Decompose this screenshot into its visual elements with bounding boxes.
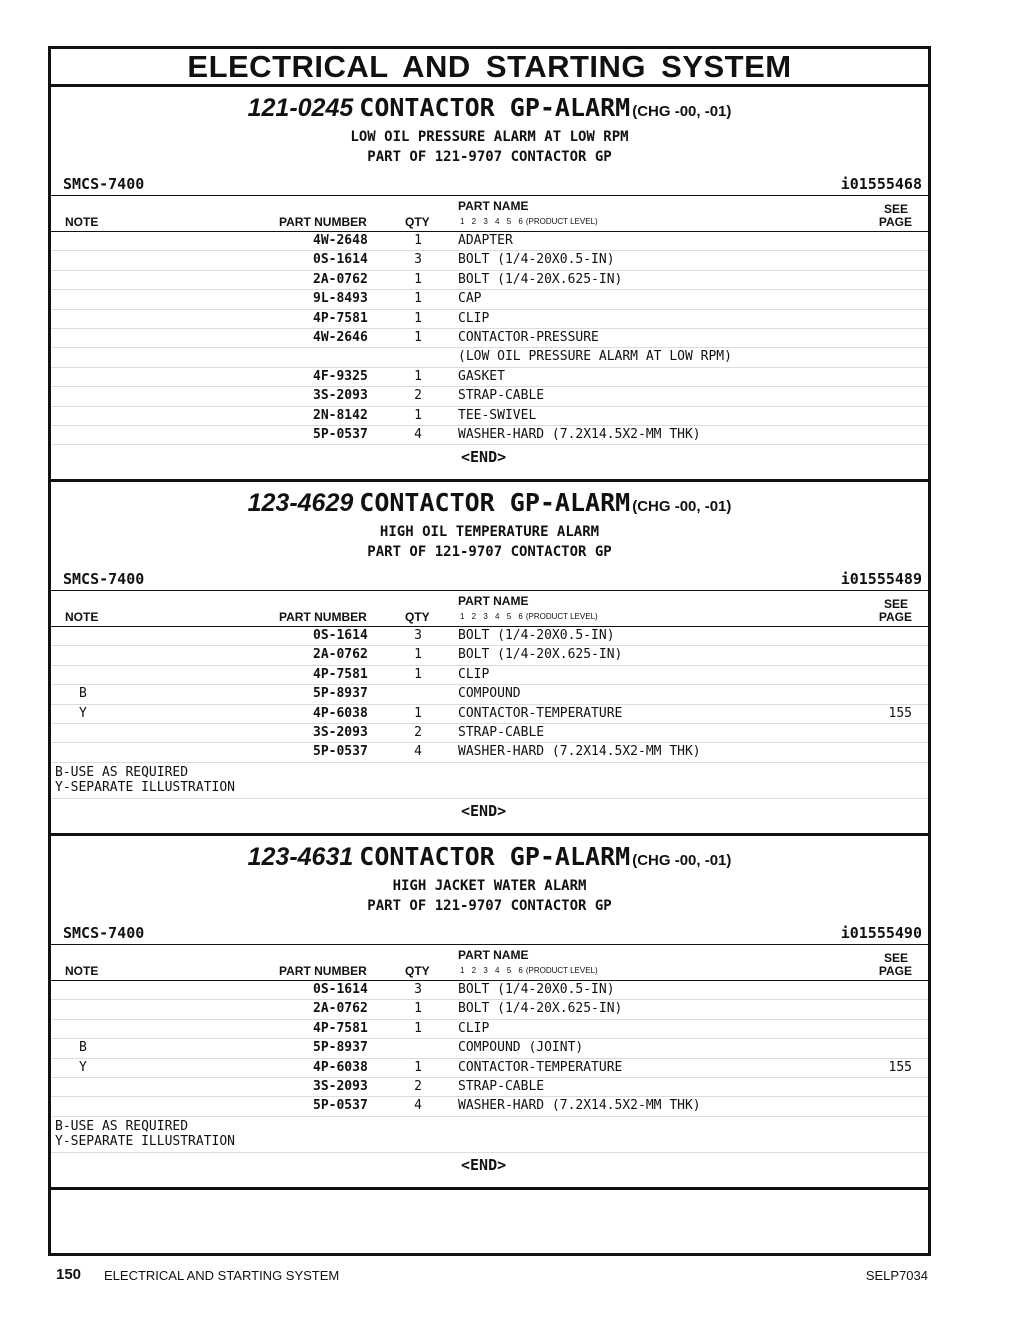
row-part-number: 5P-0537 <box>313 426 368 442</box>
row-qty: 3 <box>414 982 422 997</box>
row-qty: 4 <box>414 744 422 760</box>
group-title <box>51 488 928 522</box>
row-part-name: CLIP <box>458 666 490 682</box>
row-qty: 1 <box>414 271 422 287</box>
row-part-name: (LOW OIL PRESSURE ALARM AT LOW RPM) <box>458 349 732 365</box>
row-part-name: COMPOUND <box>458 686 521 702</box>
row-qty: 4 <box>414 1098 422 1114</box>
group-header <box>51 87 928 167</box>
notes-block <box>51 1117 928 1153</box>
row-part-name: CLIP <box>458 310 490 326</box>
row-part-number: 4P-6038 <box>313 1059 368 1075</box>
column-header <box>51 590 928 627</box>
row-part-name: BOLT (1/4-20X.625-IN) <box>458 1001 623 1017</box>
row-part-number: 4P-7581 <box>313 310 368 326</box>
row-qty: 4 <box>414 426 422 442</box>
smcs-row <box>51 568 928 590</box>
end-text: <END> <box>461 801 507 820</box>
row-part-number: 5P-8937 <box>313 1040 368 1056</box>
row-part-number: 2N-8142 <box>313 407 368 423</box>
table-row <box>51 368 928 387</box>
col-qty: QTY <box>405 610 430 624</box>
table-row <box>51 685 928 704</box>
row-part-number: 5P-0537 <box>313 1098 368 1114</box>
row-part-name: ADAPTER <box>458 233 513 248</box>
col-qty: QTY <box>405 215 430 229</box>
col-see: SEE <box>883 951 908 965</box>
group-part-of: PART OF 121-9707 CONTACTOR GP <box>367 149 612 165</box>
col-see: SEE <box>883 202 908 216</box>
table-row <box>51 348 928 367</box>
table-row <box>51 1039 928 1058</box>
table-row <box>51 387 928 406</box>
col-note: NOTE <box>65 610 99 624</box>
table-row <box>51 627 928 646</box>
table-row <box>51 407 928 426</box>
row-part-number: 4P-7581 <box>313 1020 368 1036</box>
row-part-name: STRAP-CABLE <box>458 724 545 740</box>
group-change-level: (CHG -00, -01) <box>632 498 732 515</box>
row-part-name: STRAP-CABLE <box>458 388 545 404</box>
row-part-name: STRAP-CABLE <box>458 1078 545 1094</box>
col-qty: QTY <box>405 964 430 978</box>
row-note: B <box>79 1040 87 1056</box>
row-part-number: 4W-2646 <box>313 329 368 345</box>
col-part-name: PART NAME <box>458 948 529 962</box>
row-part-number: 0S-1614 <box>313 252 368 268</box>
row-part-name: WASHER-HARD (7.2X14.5X2-MM THK) <box>458 744 701 760</box>
table-row <box>51 1020 928 1039</box>
parts-group <box>51 836 928 1190</box>
row-qty: 1 <box>414 705 422 721</box>
group-number: 121-0245 <box>247 94 354 122</box>
parts-group <box>51 87 928 482</box>
notes-block <box>51 763 928 799</box>
group-change-level: (CHG -00, -01) <box>632 103 732 120</box>
product-level-label: (PRODUCT LEVEL) <box>525 612 598 621</box>
row-part-number: 2A-0762 <box>313 647 368 663</box>
row-part-name: BOLT (1/4-20X.625-IN) <box>458 647 623 663</box>
row-part-name: BOLT (1/4-20X0.5-IN) <box>458 252 615 268</box>
row-part-number: 4P-6038 <box>313 705 368 721</box>
table-row <box>51 1000 928 1019</box>
row-qty: 1 <box>414 1059 422 1075</box>
note-line: Y-SEPARATE ILLUSTRATION <box>55 1134 236 1150</box>
row-qty: 1 <box>414 329 422 345</box>
col-note: NOTE <box>65 964 99 978</box>
group-number: 123-4629 <box>247 489 354 517</box>
group-number: 123-4631 <box>247 843 354 871</box>
table-row <box>51 743 928 762</box>
row-part-number: 2A-0762 <box>313 271 368 287</box>
group-change-level: (CHG -00, -01) <box>632 852 732 869</box>
row-qty: 3 <box>414 628 422 643</box>
table-row <box>51 232 928 251</box>
col-page: PAGE <box>878 610 912 624</box>
col-part-number: PART NUMBER <box>279 964 367 978</box>
note-line: B-USE AS REQUIRED <box>55 764 189 780</box>
product-level-numbers: 1 2 3 4 5 6 <box>460 217 523 226</box>
table-row <box>51 1078 928 1097</box>
note-line: B-USE AS REQUIRED <box>55 1118 189 1134</box>
row-qty: 1 <box>414 666 422 682</box>
row-part-name: BOLT (1/4-20X0.5-IN) <box>458 628 615 643</box>
row-qty: 1 <box>414 1020 422 1036</box>
col-page: PAGE <box>878 964 912 978</box>
row-note: Y <box>79 1059 87 1075</box>
smcs-row <box>51 922 928 944</box>
end-marker <box>51 445 928 469</box>
table-row <box>51 329 928 348</box>
row-qty: 1 <box>414 1001 422 1017</box>
row-part-name: CAP <box>458 291 482 307</box>
row-part-name: CONTACTOR-TEMPERATURE <box>458 705 623 721</box>
group-description: LOW OIL PRESSURE ALARM AT LOW RPM <box>350 129 629 145</box>
illustration-id: i01555489 <box>840 570 922 588</box>
col-page: PAGE <box>878 215 912 229</box>
row-part-number: 4P-7581 <box>313 666 368 682</box>
row-part-number: 4F-9325 <box>313 368 368 384</box>
row-qty: 1 <box>414 291 422 307</box>
row-part-number: 0S-1614 <box>313 628 368 643</box>
row-qty: 1 <box>414 647 422 663</box>
table-row <box>51 271 928 290</box>
row-note: Y <box>79 705 87 721</box>
column-header <box>51 195 928 232</box>
parts-group <box>51 482 928 836</box>
row-part-number: 3S-2093 <box>313 1078 368 1094</box>
table-row <box>51 724 928 743</box>
table-row <box>51 981 928 1000</box>
table-row <box>51 426 928 445</box>
row-part-number: 3S-2093 <box>313 724 368 740</box>
end-text: <END> <box>461 1155 507 1174</box>
row-part-number: 9L-8493 <box>313 291 368 307</box>
row-part-number: 0S-1614 <box>313 982 368 997</box>
row-part-number: 3S-2093 <box>313 388 368 404</box>
col-note: NOTE <box>65 215 99 229</box>
group-description: HIGH JACKET WATER ALARM <box>392 878 587 894</box>
illustration-id: i01555468 <box>840 175 922 193</box>
smcs-code: SMCS-7400 <box>63 570 145 588</box>
table-row <box>51 1097 928 1116</box>
group-header <box>51 482 928 562</box>
row-see-page: 155 <box>888 705 912 721</box>
page-footer <box>56 1266 928 1286</box>
row-part-name: GASKET <box>458 368 505 384</box>
row-part-name: BOLT (1/4-20X0.5-IN) <box>458 982 615 997</box>
product-level-numbers: 1 2 3 4 5 6 <box>460 612 523 621</box>
row-part-name: WASHER-HARD (7.2X14.5X2-MM THK) <box>458 1098 701 1114</box>
row-part-number: 4W-2648 <box>313 233 368 248</box>
group-description: HIGH OIL TEMPERATURE ALARM <box>379 524 600 540</box>
group-part-of: PART OF 121-9707 CONTACTOR GP <box>367 898 612 914</box>
row-qty: 2 <box>414 724 422 740</box>
row-qty: 1 <box>414 310 422 326</box>
smcs-row <box>51 173 928 195</box>
group-name: CONTACTOR GP-ALARM <box>359 488 631 517</box>
row-part-name: CONTACTOR-PRESSURE <box>458 329 599 345</box>
table-row <box>51 290 928 309</box>
product-level-label: (PRODUCT LEVEL) <box>525 966 598 975</box>
smcs-code: SMCS-7400 <box>63 175 145 193</box>
group-part-of: PART OF 121-9707 CONTACTOR GP <box>367 544 612 560</box>
row-part-number: 2A-0762 <box>313 1001 368 1017</box>
row-note: B <box>79 686 87 702</box>
product-level-numbers: 1 2 3 4 5 6 <box>460 966 523 975</box>
end-marker <box>51 1153 928 1177</box>
table-row <box>51 705 928 724</box>
group-title <box>51 93 928 127</box>
row-see-page: 155 <box>888 1059 912 1075</box>
row-part-name: TEE-SWIVEL <box>458 407 537 423</box>
row-qty: 1 <box>414 407 422 423</box>
col-part-number: PART NUMBER <box>279 215 367 229</box>
row-part-number: 5P-8937 <box>313 686 368 702</box>
col-part-name: PART NAME <box>458 594 529 608</box>
page-frame <box>48 46 931 1256</box>
column-header <box>51 944 928 981</box>
col-part-name: PART NAME <box>458 199 529 213</box>
table-row <box>51 646 928 665</box>
row-part-name: COMPOUND (JOINT) <box>458 1040 584 1056</box>
row-part-name: WASHER-HARD (7.2X14.5X2-MM THK) <box>458 426 701 442</box>
table-row <box>51 666 928 685</box>
page-title: ELECTRICAL AND STARTING SYSTEM <box>51 49 928 87</box>
illustration-id: i01555490 <box>840 924 922 942</box>
col-product-levels <box>460 612 598 621</box>
row-qty: 1 <box>414 368 422 384</box>
group-name: CONTACTOR GP-ALARM <box>359 93 631 122</box>
col-product-levels <box>460 217 598 226</box>
table-row <box>51 1059 928 1078</box>
col-see: SEE <box>883 597 908 611</box>
footer-section: ELECTRICAL AND STARTING SYSTEM <box>104 1268 340 1283</box>
table-row <box>51 310 928 329</box>
table-row <box>51 251 928 270</box>
footer-doc-id: SELP7034 <box>865 1268 928 1283</box>
row-qty: 2 <box>414 388 422 404</box>
row-part-name: BOLT (1/4-20X.625-IN) <box>458 271 623 287</box>
row-part-name: CONTACTOR-TEMPERATURE <box>458 1059 623 1075</box>
group-title <box>51 842 928 876</box>
group-name: CONTACTOR GP-ALARM <box>359 842 631 871</box>
smcs-code: SMCS-7400 <box>63 924 145 942</box>
page-number: 150 <box>56 1266 82 1283</box>
row-qty: 3 <box>414 252 422 268</box>
col-product-levels <box>460 966 598 975</box>
group-header <box>51 836 928 916</box>
row-qty: 2 <box>414 1078 422 1094</box>
product-level-label: (PRODUCT LEVEL) <box>525 217 598 226</box>
end-text: <END> <box>461 448 507 467</box>
row-part-number: 5P-0537 <box>313 744 368 760</box>
row-part-name: CLIP <box>458 1020 490 1036</box>
note-line: Y-SEPARATE ILLUSTRATION <box>55 780 236 796</box>
row-qty: 1 <box>414 233 422 248</box>
col-part-number: PART NUMBER <box>279 610 367 624</box>
end-marker <box>51 799 928 823</box>
